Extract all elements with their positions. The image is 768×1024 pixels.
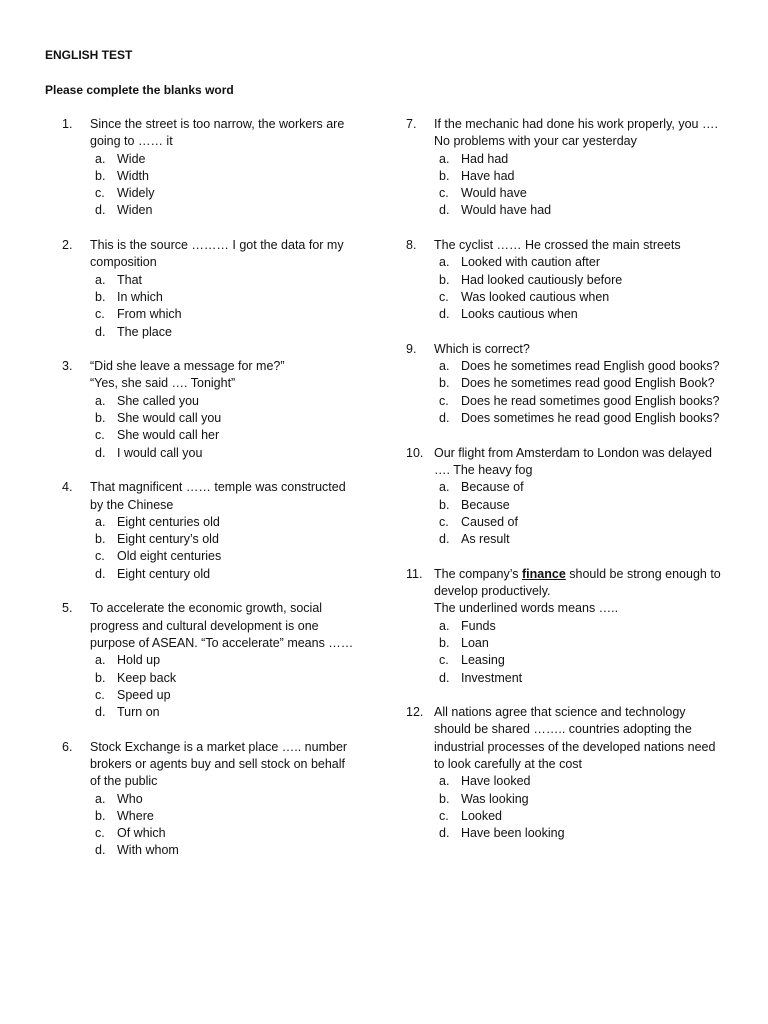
left-question-column <box>62 116 362 877</box>
option-letter: a. <box>95 791 106 806</box>
option-letter: a. <box>439 618 450 633</box>
question-text-line <box>434 566 731 583</box>
question-body <box>434 116 731 220</box>
option-text: In which <box>117 289 163 304</box>
answer-option <box>90 185 362 202</box>
answer-option <box>90 531 362 548</box>
question-text-line: To accelerate the economic growth, social <box>90 601 323 616</box>
option-text: Looked with caution after <box>461 255 600 270</box>
option-letter: d. <box>439 307 450 322</box>
question-body <box>434 237 731 323</box>
question-item <box>62 479 362 583</box>
question-text-line: to look carefully at the cost <box>434 756 582 771</box>
question-text-line: develop productively. <box>434 584 551 599</box>
question-text-line: If the mechanic had done his work properly, you …. <box>434 117 718 131</box>
option-letter: b. <box>439 272 450 287</box>
question-item <box>406 704 731 842</box>
answer-option <box>90 324 362 341</box>
answer-option <box>90 272 362 289</box>
question-item <box>406 116 731 220</box>
option-letter: a. <box>439 255 450 270</box>
option-text: Who <box>117 791 143 806</box>
option-text: Does sometimes he read good English books? <box>461 411 720 426</box>
option-letter: a. <box>95 151 106 166</box>
answer-option <box>434 358 731 375</box>
option-list <box>434 254 731 323</box>
option-text: Have been looking <box>461 826 565 841</box>
option-list <box>90 791 362 860</box>
option-letter: a. <box>439 151 450 166</box>
option-text: Have had <box>461 168 515 183</box>
answer-option <box>90 670 362 687</box>
option-letter: a. <box>95 393 106 408</box>
answer-option <box>90 808 362 825</box>
option-letter: c. <box>95 428 105 443</box>
answer-option <box>434 410 731 427</box>
answer-option <box>434 168 731 185</box>
option-text: Because of <box>461 480 524 495</box>
answer-option <box>434 635 731 652</box>
question-item <box>62 358 362 462</box>
option-list <box>90 514 362 583</box>
option-letter: b. <box>95 168 106 183</box>
option-letter: d. <box>95 566 106 581</box>
option-letter: b. <box>439 497 450 512</box>
option-letter: a. <box>439 774 450 789</box>
question-text-line: “Did she leave a message for me?” <box>90 359 285 374</box>
answer-option <box>90 791 362 808</box>
question-body <box>90 116 362 220</box>
option-list <box>434 151 731 220</box>
option-text: Of which <box>117 826 166 841</box>
option-text: She called you <box>117 393 200 408</box>
option-text: Funds <box>461 618 496 633</box>
question-item <box>406 566 731 687</box>
option-letter: b. <box>439 791 450 806</box>
answer-option <box>434 254 731 271</box>
option-letter: d. <box>95 843 106 858</box>
option-text: She would call you <box>117 411 222 426</box>
question-text-line: The underlined words means ….. <box>434 601 619 616</box>
right-question-column <box>406 116 731 860</box>
answer-option <box>434 514 731 531</box>
question-body <box>434 341 731 427</box>
answer-option <box>434 375 731 392</box>
question-body <box>90 237 362 341</box>
option-letter: a. <box>439 480 450 495</box>
question-body <box>90 739 362 860</box>
option-letter: b. <box>439 168 450 183</box>
question-body <box>434 445 731 549</box>
page-title: ENGLISH TEST <box>45 48 133 62</box>
question-item <box>406 445 731 549</box>
question-text-line: of the public <box>90 774 158 789</box>
option-text: Leasing <box>461 653 505 668</box>
option-letter: a. <box>439 359 450 374</box>
answer-option <box>90 548 362 565</box>
option-text: As result <box>461 532 510 547</box>
answer-option <box>90 393 362 410</box>
question-number: 9. <box>406 341 417 356</box>
option-text: Does he sometimes read English good books? <box>461 359 720 374</box>
option-text: Where <box>117 808 154 823</box>
option-letter: c. <box>439 514 449 529</box>
option-text: Widely <box>117 186 155 201</box>
question-text-segment: should be strong enough to <box>565 566 721 581</box>
question-text-line: should be shared …….. countries adopting the <box>434 722 692 737</box>
question-number: 8. <box>406 238 417 253</box>
option-text: Eight century’s old <box>117 532 219 547</box>
answer-option <box>434 618 731 635</box>
option-text: Keep back <box>117 670 177 685</box>
option-letter: c. <box>95 186 105 201</box>
option-letter: d. <box>439 532 450 547</box>
option-letter: c. <box>439 653 449 668</box>
answer-option <box>434 497 731 514</box>
option-text: She would call her <box>117 428 220 443</box>
option-list <box>90 151 362 220</box>
answer-option <box>434 808 731 825</box>
underlined-word: finance <box>522 566 566 581</box>
option-letter: d. <box>439 411 450 426</box>
option-letter: c. <box>95 549 105 564</box>
option-list <box>434 358 731 427</box>
option-letter: c. <box>439 393 449 408</box>
option-text: I would call you <box>117 445 203 460</box>
question-item <box>62 739 362 860</box>
option-text: From which <box>117 307 182 322</box>
option-list <box>434 618 731 687</box>
answer-option <box>434 531 731 548</box>
question-text-segment: The company’s <box>434 566 523 581</box>
option-letter: b. <box>95 532 106 547</box>
question-text-line: industrial processes of the developed nations need <box>434 739 716 754</box>
answer-option <box>434 479 731 496</box>
option-text: Does he read sometimes good English books? <box>461 393 720 408</box>
option-text: Does he sometimes read good English Book? <box>461 376 715 391</box>
answer-option <box>90 202 362 219</box>
question-text-line: …. The heavy fog <box>434 462 533 477</box>
option-text: Old eight centuries <box>117 549 222 564</box>
option-letter: d. <box>95 445 106 460</box>
question-body <box>90 358 362 462</box>
option-text: Caused of <box>461 514 518 529</box>
question-body <box>434 566 731 687</box>
question-text-line: Since the street is too narrow, the workers are <box>90 117 345 131</box>
option-letter: d. <box>95 324 106 339</box>
question-item <box>62 116 362 220</box>
answer-option <box>90 151 362 168</box>
question-text-line: All nations agree that science and technology <box>434 705 686 720</box>
question-text-line: This is the source ……… I got the data for my <box>90 238 344 253</box>
option-letter: b. <box>439 635 450 650</box>
answer-option <box>90 825 362 842</box>
answer-option <box>90 704 362 721</box>
option-letter: a. <box>95 653 106 668</box>
answer-option <box>434 151 731 168</box>
question-item <box>62 600 362 721</box>
option-text: Looked <box>461 808 503 823</box>
answer-option <box>90 427 362 444</box>
answer-option <box>90 566 362 583</box>
answer-option <box>434 791 731 808</box>
question-text-line: The cyclist …… He crossed the main streets <box>434 238 681 253</box>
answer-option <box>90 514 362 531</box>
option-letter: c. <box>439 186 449 201</box>
option-letter: d. <box>439 203 450 218</box>
option-text: Turn on <box>117 705 160 720</box>
answer-option <box>90 652 362 669</box>
option-text: Eight centuries old <box>117 514 220 529</box>
option-letter: c. <box>439 808 449 823</box>
question-number: 10. <box>406 445 424 460</box>
question-text-line: progress and cultural development is one <box>90 618 319 633</box>
answer-option <box>434 202 731 219</box>
option-letter: b. <box>95 289 106 304</box>
option-text: Was looking <box>461 791 529 806</box>
answer-option <box>90 445 362 462</box>
answer-option <box>90 289 362 306</box>
question-body <box>90 479 362 583</box>
instruction-text: Please complete the blanks word <box>45 83 234 97</box>
answer-option <box>434 272 731 289</box>
question-text-line: going to …… it <box>90 134 173 149</box>
question-text-line: No problems with your car yesterday <box>434 134 637 149</box>
answer-option <box>434 825 731 842</box>
question-body <box>90 600 362 721</box>
option-list <box>90 393 362 462</box>
answer-option <box>434 289 731 306</box>
option-list <box>434 773 731 842</box>
question-number: 3. <box>62 359 73 374</box>
answer-option <box>434 393 731 410</box>
question-number: 12. <box>406 705 424 720</box>
option-list <box>434 479 731 548</box>
option-letter: b. <box>439 376 450 391</box>
option-list <box>90 272 362 341</box>
answer-option <box>434 185 731 202</box>
question-number: 6. <box>62 739 73 754</box>
question-text-line: brokers or agents buy and sell stock on behalf <box>90 756 346 771</box>
option-text: Would have <box>461 186 527 201</box>
option-letter: c. <box>95 826 105 841</box>
option-text: Because <box>461 497 510 512</box>
option-text: Have looked <box>461 774 531 789</box>
answer-option <box>434 773 731 790</box>
option-text: Was looked cautious when <box>461 289 610 304</box>
question-number: 7. <box>406 117 417 131</box>
question-item <box>406 341 731 427</box>
option-letter: a. <box>95 272 106 287</box>
answer-option <box>90 410 362 427</box>
option-text: Widen <box>117 203 153 218</box>
option-text: Looks cautious when <box>461 307 578 322</box>
option-letter: d. <box>95 705 106 720</box>
answer-option <box>90 687 362 704</box>
question-text-line: composition <box>90 255 157 270</box>
question-text-line: purpose of ASEAN. “To accelerate” means …… <box>90 635 354 650</box>
question-item <box>406 237 731 323</box>
answer-option <box>90 842 362 859</box>
question-number: 11. <box>406 566 423 581</box>
option-text: Speed up <box>117 687 171 702</box>
question-item <box>62 237 362 341</box>
option-letter: a. <box>95 514 106 529</box>
option-list <box>90 652 362 721</box>
option-letter: c. <box>439 289 449 304</box>
question-text-line: That magnificent …… temple was constructed <box>90 480 346 495</box>
option-letter: d. <box>439 826 450 841</box>
option-letter: d. <box>95 203 106 218</box>
question-text-line: Which is correct? <box>434 341 530 356</box>
answer-option <box>90 168 362 185</box>
question-number: 5. <box>62 601 73 616</box>
option-text: Hold up <box>117 653 161 668</box>
option-text: Would have had <box>461 203 552 218</box>
answer-option <box>434 670 731 687</box>
option-letter: b. <box>95 411 106 426</box>
question-text-line: Our flight from Amsterdam to London was delayed <box>434 445 712 460</box>
option-letter: b. <box>95 808 106 823</box>
option-text: Had had <box>461 151 509 166</box>
question-body <box>434 704 731 842</box>
question-number: 4. <box>62 480 73 495</box>
question-text-line: “Yes, she said …. Tonight” <box>90 376 236 391</box>
option-letter: c. <box>95 687 105 702</box>
answer-option <box>434 306 731 323</box>
answer-option <box>90 306 362 323</box>
option-text: Investment <box>461 670 523 685</box>
question-text-line: Stock Exchange is a market place ….. number <box>90 739 348 754</box>
question-number: 2. <box>62 238 73 253</box>
option-text: Width <box>117 168 149 183</box>
option-text: Had looked cautiously before <box>461 272 623 287</box>
question-text-line: by the Chinese <box>90 497 174 512</box>
option-text: Loan <box>461 635 489 650</box>
question-number: 1. <box>62 117 73 131</box>
answer-option <box>434 652 731 669</box>
option-letter: c. <box>95 307 105 322</box>
option-text: That <box>117 272 143 287</box>
option-text: Eight century old <box>117 566 211 581</box>
option-letter: b. <box>95 670 106 685</box>
option-text: Wide <box>117 151 146 166</box>
option-letter: d. <box>439 670 450 685</box>
option-text: The place <box>117 324 172 339</box>
option-text: With whom <box>117 843 179 858</box>
